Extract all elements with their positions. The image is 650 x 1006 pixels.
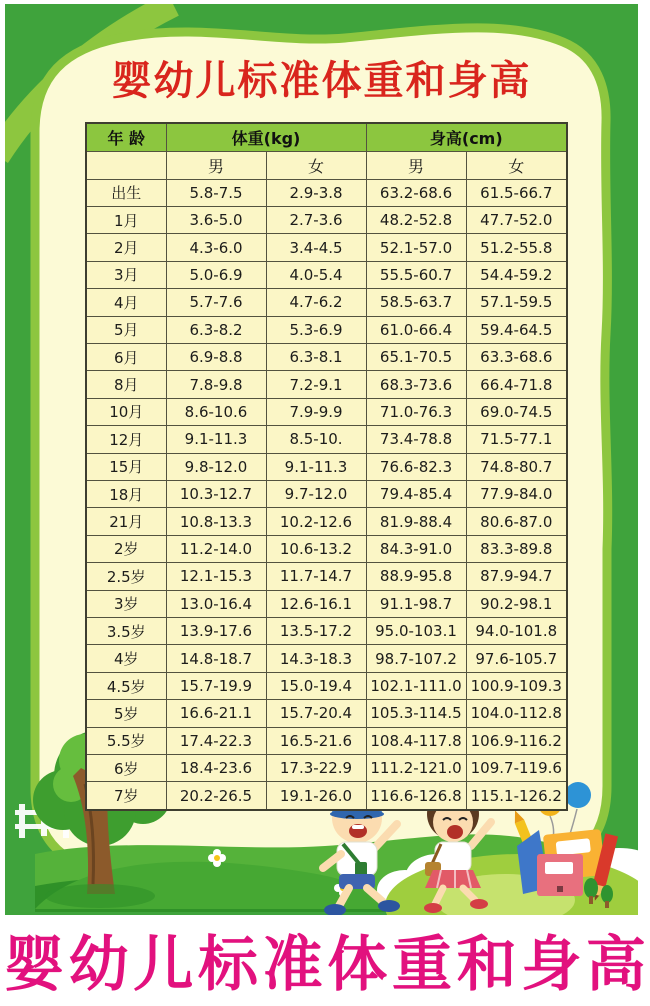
header-empty bbox=[86, 151, 166, 179]
table-row bbox=[86, 727, 567, 754]
age-cell: 12月 bbox=[86, 426, 166, 453]
height-male-cell: 63.2-68.6 bbox=[366, 179, 466, 206]
height-male-cell: 71.0-76.3 bbox=[366, 398, 466, 425]
age-cell: 2月 bbox=[86, 234, 166, 261]
height-male-cell: 58.5-63.7 bbox=[366, 289, 466, 316]
age-cell: 2岁 bbox=[86, 535, 166, 562]
weight-male-cell: 14.8-18.7 bbox=[166, 645, 266, 672]
height-female-cell: 63.3-68.6 bbox=[466, 343, 567, 370]
height-female-cell: 77.9-84.0 bbox=[466, 480, 567, 507]
height-female-cell: 74.8-80.7 bbox=[466, 453, 567, 480]
height-male-cell: 105.3-114.5 bbox=[366, 700, 466, 727]
table-row bbox=[86, 590, 567, 617]
bottom-title-char: 身 bbox=[521, 930, 582, 1000]
height-male-cell: 98.7-107.2 bbox=[366, 645, 466, 672]
header-row-groups bbox=[86, 123, 567, 151]
age-cell: 7岁 bbox=[86, 782, 166, 810]
age-cell: 5.5岁 bbox=[86, 727, 166, 754]
weight-female-cell: 3.4-4.5 bbox=[266, 234, 366, 261]
table-row bbox=[86, 316, 567, 343]
height-female-cell: 83.3-89.8 bbox=[466, 535, 567, 562]
height-female-cell: 90.2-98.1 bbox=[466, 590, 567, 617]
age-cell: 3岁 bbox=[86, 590, 166, 617]
weight-female-cell: 9.1-11.3 bbox=[266, 453, 366, 480]
height-male-cell: 68.3-73.6 bbox=[366, 371, 466, 398]
table-row bbox=[86, 618, 567, 645]
weight-male-cell: 17.4-22.3 bbox=[166, 727, 266, 754]
weight-male-cell: 5.8-7.5 bbox=[166, 179, 266, 206]
weight-male-cell: 5.7-7.6 bbox=[166, 289, 266, 316]
weight-female-cell: 10.6-13.2 bbox=[266, 535, 366, 562]
poster-title: 婴幼儿标准体重和身高 bbox=[111, 58, 532, 104]
height-female-cell: 115.1-126.2 bbox=[466, 782, 567, 810]
weight-female-cell: 10.2-12.6 bbox=[266, 508, 366, 535]
height-female-cell: 71.5-77.1 bbox=[466, 426, 567, 453]
age-cell: 3.5岁 bbox=[86, 618, 166, 645]
table-body bbox=[86, 179, 567, 810]
weight-female-cell: 7.2-9.1 bbox=[266, 371, 366, 398]
table-row bbox=[86, 206, 567, 233]
bottom-title bbox=[0, 924, 650, 1006]
bottom-title-char: 准 bbox=[262, 930, 323, 1000]
table-row bbox=[86, 289, 567, 316]
age-cell: 18月 bbox=[86, 480, 166, 507]
weight-female-cell: 12.6-16.1 bbox=[266, 590, 366, 617]
height-female-cell: 94.0-101.8 bbox=[466, 618, 567, 645]
height-male-cell: 108.4-117.8 bbox=[366, 727, 466, 754]
weight-male-cell: 10.3-12.7 bbox=[166, 480, 266, 507]
table-row bbox=[86, 343, 567, 370]
weight-male-cell: 18.4-23.6 bbox=[166, 755, 266, 782]
weight-female-cell: 17.3-22.9 bbox=[266, 755, 366, 782]
height-male-cell: 79.4-85.4 bbox=[366, 480, 466, 507]
height-male-cell: 61.0-66.4 bbox=[366, 316, 466, 343]
weight-male-cell: 6.3-8.2 bbox=[166, 316, 266, 343]
weight-female-cell: 7.9-9.9 bbox=[266, 398, 366, 425]
weight-male-cell: 20.2-26.5 bbox=[166, 782, 266, 810]
bottom-title-char: 幼 bbox=[68, 930, 129, 1000]
height-male-cell: 91.1-98.7 bbox=[366, 590, 466, 617]
height-female-cell: 97.6-105.7 bbox=[466, 645, 567, 672]
weight-female-cell: 5.3-6.9 bbox=[266, 316, 366, 343]
height-female-cell: 54.4-59.2 bbox=[466, 261, 567, 288]
age-cell: 8月 bbox=[86, 371, 166, 398]
growth-table bbox=[85, 122, 568, 811]
height-female-cell: 59.4-64.5 bbox=[466, 316, 567, 343]
height-male-cell: 84.3-91.0 bbox=[366, 535, 466, 562]
height-female-cell: 106.9-116.2 bbox=[466, 727, 567, 754]
weight-female-cell: 8.5-10. bbox=[266, 426, 366, 453]
header-age: 年 龄 bbox=[86, 123, 166, 151]
height-female-cell: 47.7-52.0 bbox=[466, 206, 567, 233]
age-cell: 5月 bbox=[86, 316, 166, 343]
age-cell: 1月 bbox=[86, 206, 166, 233]
weight-male-cell: 9.8-12.0 bbox=[166, 453, 266, 480]
bottom-title-char: 标 bbox=[197, 930, 258, 1000]
height-female-cell: 80.6-87.0 bbox=[466, 508, 567, 535]
age-cell: 4.5岁 bbox=[86, 672, 166, 699]
height-female-cell: 87.9-94.7 bbox=[466, 563, 567, 590]
height-female-cell: 57.1-59.5 bbox=[466, 289, 567, 316]
height-female-cell: 104.0-112.8 bbox=[466, 700, 567, 727]
height-female-cell: 66.4-71.8 bbox=[466, 371, 567, 398]
weight-female-cell: 15.7-20.4 bbox=[266, 700, 366, 727]
age-cell: 4岁 bbox=[86, 645, 166, 672]
table-row bbox=[86, 398, 567, 425]
weight-male-cell: 4.3-6.0 bbox=[166, 234, 266, 261]
weight-female-cell: 14.3-18.3 bbox=[266, 645, 366, 672]
header-weight-female: 女 bbox=[266, 151, 366, 179]
header-height-male: 男 bbox=[366, 151, 466, 179]
weight-male-cell: 5.0-6.9 bbox=[166, 261, 266, 288]
height-male-cell: 52.1-57.0 bbox=[366, 234, 466, 261]
table-row bbox=[86, 535, 567, 562]
poster bbox=[5, 4, 638, 915]
weight-male-cell: 6.9-8.8 bbox=[166, 343, 266, 370]
height-male-cell: 65.1-70.5 bbox=[366, 343, 466, 370]
header-weight-male: 男 bbox=[166, 151, 266, 179]
table-row bbox=[86, 672, 567, 699]
age-cell: 21月 bbox=[86, 508, 166, 535]
age-cell: 4月 bbox=[86, 289, 166, 316]
table-row bbox=[86, 234, 567, 261]
table-row bbox=[86, 645, 567, 672]
bottom-title-char: 体 bbox=[327, 930, 388, 1000]
weight-female-cell: 11.7-14.7 bbox=[266, 563, 366, 590]
bottom-title-char: 婴 bbox=[4, 930, 64, 1000]
weight-male-cell: 10.8-13.3 bbox=[166, 508, 266, 535]
weight-male-cell: 16.6-21.1 bbox=[166, 700, 266, 727]
height-male-cell: 73.4-78.8 bbox=[366, 426, 466, 453]
table-row bbox=[86, 371, 567, 398]
table-row bbox=[86, 755, 567, 782]
weight-male-cell: 13.0-16.4 bbox=[166, 590, 266, 617]
height-female-cell: 61.5-66.7 bbox=[466, 179, 567, 206]
table-row bbox=[86, 782, 567, 810]
age-cell: 5岁 bbox=[86, 700, 166, 727]
table-header bbox=[86, 123, 567, 179]
weight-female-cell: 9.7-12.0 bbox=[266, 480, 366, 507]
table-row bbox=[86, 700, 567, 727]
height-female-cell: 51.2-55.8 bbox=[466, 234, 567, 261]
weight-male-cell: 9.1-11.3 bbox=[166, 426, 266, 453]
height-female-cell: 109.7-119.6 bbox=[466, 755, 567, 782]
height-male-cell: 111.2-121.0 bbox=[366, 755, 466, 782]
bottom-title-char: 重 bbox=[391, 930, 452, 1000]
height-male-cell: 88.9-95.8 bbox=[366, 563, 466, 590]
bottom-title-char: 高 bbox=[585, 930, 646, 1000]
age-cell: 6月 bbox=[86, 343, 166, 370]
age-cell: 3月 bbox=[86, 261, 166, 288]
weight-female-cell: 2.7-3.6 bbox=[266, 206, 366, 233]
age-cell: 15月 bbox=[86, 453, 166, 480]
weight-male-cell: 8.6-10.6 bbox=[166, 398, 266, 425]
weight-male-cell: 11.2-14.0 bbox=[166, 535, 266, 562]
weight-male-cell: 15.7-19.9 bbox=[166, 672, 266, 699]
height-female-cell: 100.9-109.3 bbox=[466, 672, 567, 699]
age-cell: 出生 bbox=[86, 179, 166, 206]
age-cell: 6岁 bbox=[86, 755, 166, 782]
weight-male-cell: 7.8-9.8 bbox=[166, 371, 266, 398]
table-row bbox=[86, 453, 567, 480]
height-male-cell: 81.9-88.4 bbox=[366, 508, 466, 535]
height-male-cell: 116.6-126.8 bbox=[366, 782, 466, 810]
weight-female-cell: 13.5-17.2 bbox=[266, 618, 366, 645]
header-height-female: 女 bbox=[466, 151, 567, 179]
weight-female-cell: 4.0-5.4 bbox=[266, 261, 366, 288]
height-female-cell: 69.0-74.5 bbox=[466, 398, 567, 425]
weight-male-cell: 13.9-17.6 bbox=[166, 618, 266, 645]
table-row bbox=[86, 426, 567, 453]
height-male-cell: 55.5-60.7 bbox=[366, 261, 466, 288]
header-height: 身高(cm) bbox=[366, 123, 567, 151]
weight-male-cell: 3.6-5.0 bbox=[166, 206, 266, 233]
weight-male-cell: 12.1-15.3 bbox=[166, 563, 266, 590]
weight-female-cell: 16.5-21.6 bbox=[266, 727, 366, 754]
age-cell: 2.5岁 bbox=[86, 563, 166, 590]
weight-female-cell: 19.1-26.0 bbox=[266, 782, 366, 810]
age-cell: 10月 bbox=[86, 398, 166, 425]
height-male-cell: 102.1-111.0 bbox=[366, 672, 466, 699]
header-row-gender bbox=[86, 151, 567, 179]
table-row bbox=[86, 563, 567, 590]
table-row bbox=[86, 261, 567, 288]
bottom-title-char: 和 bbox=[456, 930, 517, 1000]
height-male-cell: 48.2-52.8 bbox=[366, 206, 466, 233]
bottom-title-char: 儿 bbox=[133, 930, 194, 1000]
weight-female-cell: 2.9-3.8 bbox=[266, 179, 366, 206]
header-weight: 体重(kg) bbox=[166, 123, 366, 151]
height-male-cell: 76.6-82.3 bbox=[366, 453, 466, 480]
weight-female-cell: 15.0-19.4 bbox=[266, 672, 366, 699]
weight-female-cell: 6.3-8.1 bbox=[266, 343, 366, 370]
table-row bbox=[86, 480, 567, 507]
height-male-cell: 95.0-103.1 bbox=[366, 618, 466, 645]
table-row bbox=[86, 508, 567, 535]
weight-female-cell: 4.7-6.2 bbox=[266, 289, 366, 316]
table-row bbox=[86, 179, 567, 206]
